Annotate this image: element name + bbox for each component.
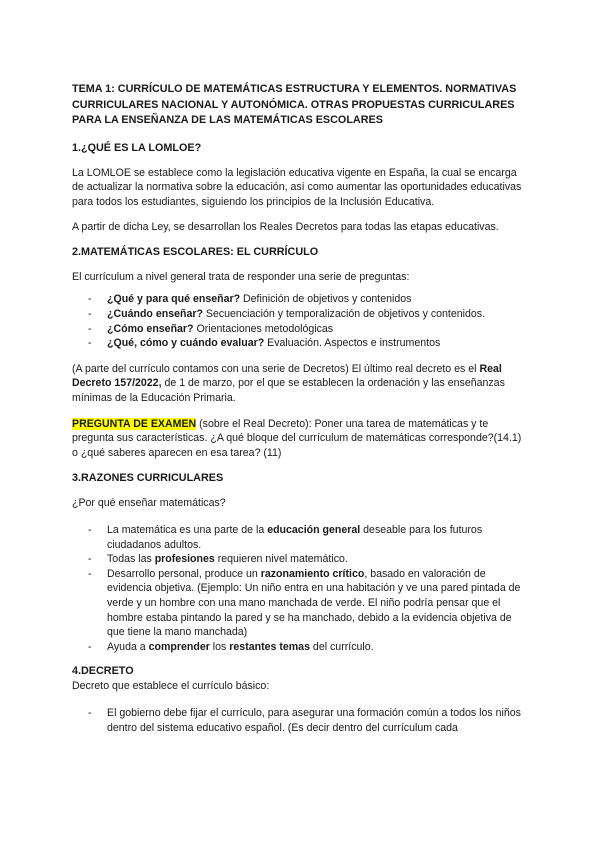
list-item: [72, 322, 530, 337]
list-item-text: Todas las: [107, 553, 155, 566]
section-3-question: ¿Por qué enseñar matemáticas?: [72, 497, 226, 510]
exam-paragraph: [72, 417, 530, 461]
list-item-text: Evaluación. Aspectos e instrumentos: [264, 337, 441, 350]
list-item-text: deseable para los futuros ciudadanos adultos.: [107, 524, 483, 551]
exam-text: (sobre el Real Decreto): Poner una tarea de matemáticas y te pregunta sus características. ¿A qué bloque del currículum de matemáticas corresponde?(14.1) o ¿qué saberes aparecen en esa tarea? (11): [72, 417, 522, 459]
section-1-heading: 1.¿QUÉ ES LA LOMLOE?: [72, 141, 202, 154]
list-dash: -: [88, 567, 92, 580]
list-item-text: El gobierno debe fijar el currículo, para asegurar una formación común a todos los niños dentro del sistema educativo español. (Es decir dentro del currículum cada: [107, 706, 521, 734]
list-item-text: Definición de objetivos y contenidos: [240, 293, 412, 306]
section-1-paragraph-1: La LOMLOE se establece como la legislación educativa vigente en España, la cual se encarga de actualizar la normativa sobre la educación, así como aumentar las oportunidades educativas para todos los estudiantes, siguiendo los principios de la Inclusión Educativa.: [72, 166, 522, 208]
section-4-heading: 4.DECRETO: [72, 665, 134, 678]
section-4-intro: Decreto que establece el currículo básico:: [72, 680, 270, 693]
document-title: TEMA 1: CURRÍCULO DE MATEMÁTICAS ESTRUCTURA Y ELEMENTOS. NORMATIVAS CURRICULARES NACIONAL Y AUTONÓMICA. OTRAS PROPUESTAS CURRICULARES PARA LA ENSEÑANZA DE LAS MATEMÁTICAS ESCOLARES: [72, 83, 517, 126]
list-item-bold: restantes temas: [229, 640, 310, 653]
list-item: [72, 292, 530, 307]
curriculum-questions-list: [72, 292, 530, 350]
exam-highlight: PREGUNTA DE EXAMEN: [72, 417, 197, 430]
list-item: [72, 336, 530, 351]
list-item-text: Secuenciación y temporalización de objetivos y contenidos.: [202, 308, 486, 321]
section-3-heading: 3.RAZONES CURRICULARES: [72, 472, 224, 485]
list-item: [72, 523, 530, 552]
list-item-text: Orientaciones metodológicas: [193, 322, 334, 335]
list-item: [72, 552, 530, 567]
list-item-text: los: [209, 640, 230, 653]
list-item-text: del currículo.: [309, 640, 374, 653]
list-dash: -: [88, 308, 92, 321]
list-item-bold: comprender: [148, 640, 210, 653]
list-item-bold: ¿Cómo enseñar?: [107, 322, 194, 335]
decree-text-pre: (A parte del currículo contamos con una serie de Decretos) El último real decreto es el: [72, 362, 480, 375]
list-item: [72, 706, 530, 735]
reasons-list: [72, 523, 530, 654]
list-dash: -: [88, 640, 92, 653]
list-item-bold: profesiones: [154, 553, 215, 566]
list-dash: -: [88, 337, 92, 350]
list-item-bold: ¿Qué, cómo y cuándo evaluar?: [107, 337, 265, 350]
document-content: [72, 82, 530, 735]
decree-paragraph: [72, 362, 530, 406]
section-2-heading: 2.MATEMÁTICAS ESCOLARES: EL CURRÍCULO: [72, 245, 319, 258]
list-item-bold: ¿Cuándo enseñar?: [107, 308, 203, 321]
list-item: [72, 640, 530, 655]
list-item: [72, 307, 530, 322]
list-item-text: requieren nivel matemático.: [214, 553, 348, 566]
list-item-text: Desarrollo personal, produce un: [107, 567, 261, 580]
list-dash: -: [88, 706, 92, 719]
list-dash: -: [88, 553, 92, 566]
list-item-text: Ayuda a: [107, 640, 149, 653]
section-1-paragraph-2: A partir de dicha Ley, se desarrollan los Reales Decretos para todas las etapas educativas.: [72, 221, 499, 234]
list-item: [72, 567, 530, 640]
list-item-text: La matemática es una parte de la: [107, 524, 268, 536]
section-2-intro: El currículum a nivel general trata de responder una serie de preguntas:: [72, 270, 410, 283]
decree-text-post: de 1 de marzo, por el que se establecen la ordenación y las enseñanzas mínimas de la Educación Primaria.: [72, 377, 505, 405]
list-item-text: , basado en valoración de evidencia objetiva. (Ejemplo: Un niño entra en una habitación y ve una pared pintada de verde y un hombre con una mano manchada de verde. El niño podría pensar que el hombre estaba pintando la pared y se ha manchado, debido a la evidencia objetiva de que tiene la mano manchada): [107, 567, 521, 639]
list-item-bold: educación general: [267, 524, 361, 536]
list-item-bold: razonamiento crítico: [260, 567, 365, 580]
decree-bold: Real Decreto 157/2022,: [72, 362, 502, 390]
list-dash: -: [88, 524, 92, 536]
list-dash: -: [88, 322, 92, 335]
decree-list: [72, 706, 530, 735]
list-item-bold: ¿Qué y para qué enseñar?: [107, 293, 241, 306]
list-dash: -: [88, 293, 92, 306]
